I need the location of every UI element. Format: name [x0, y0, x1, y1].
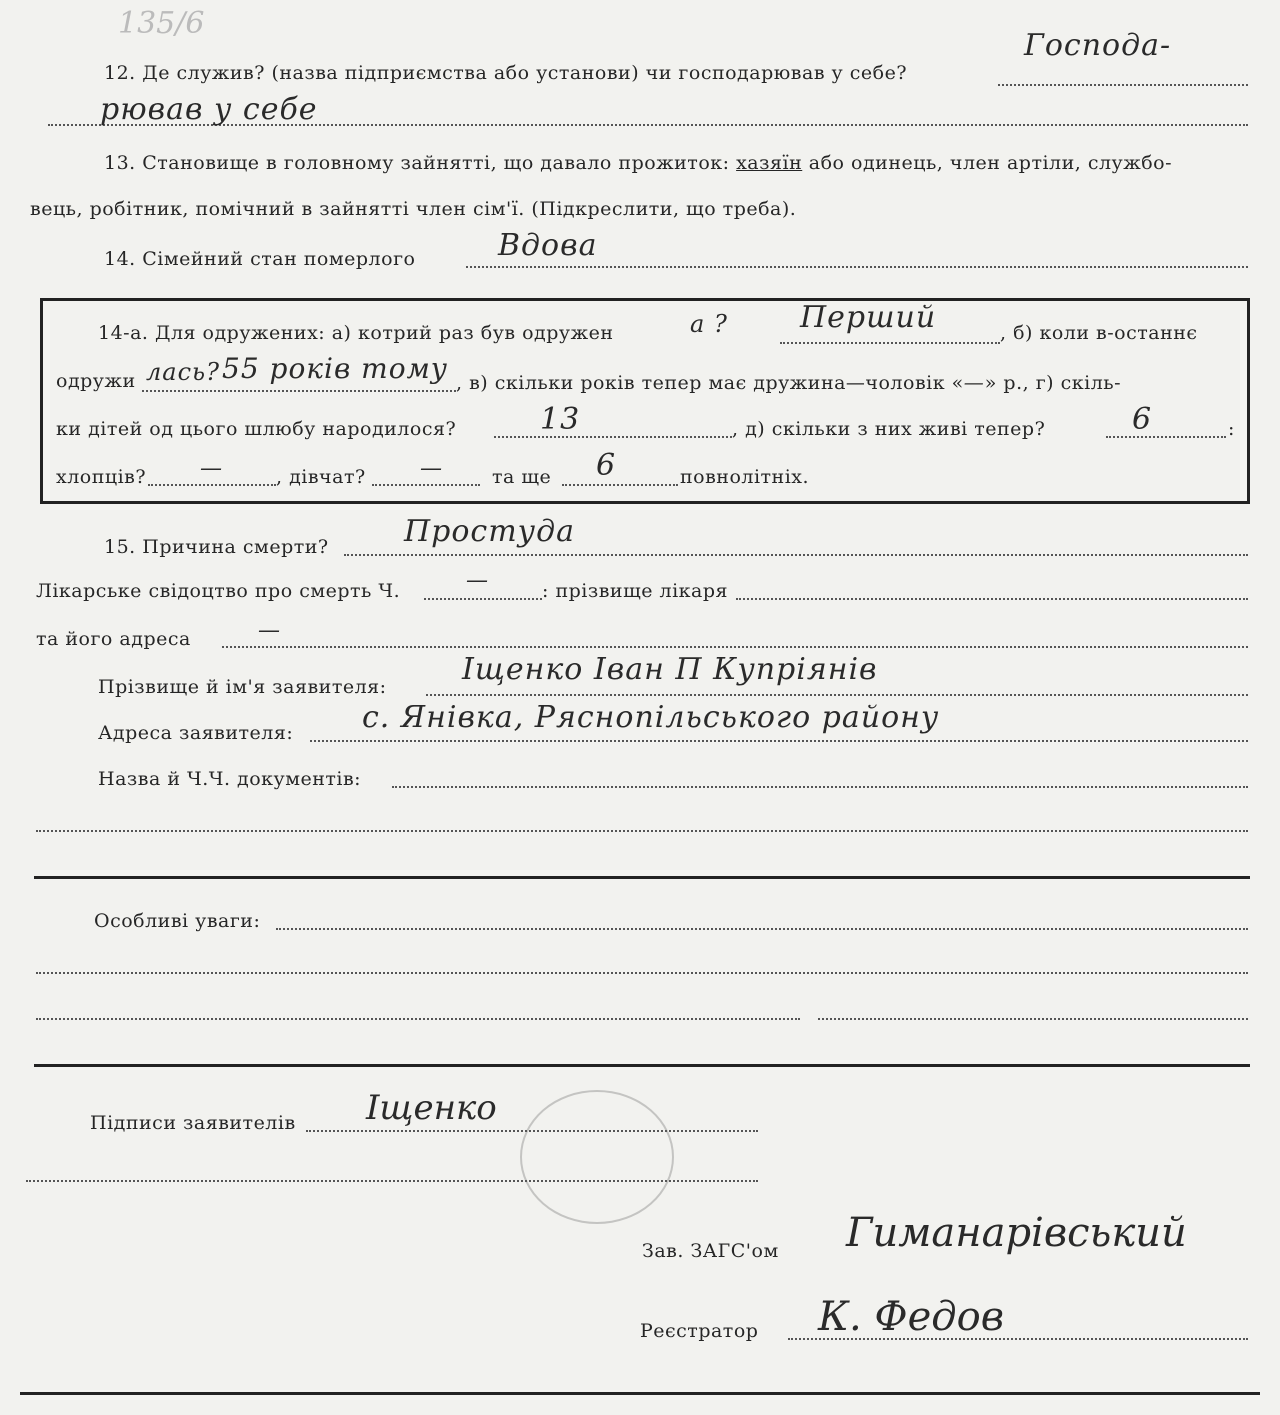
medical-number-line — [424, 598, 542, 600]
q14-answer: Вдова — [498, 228, 598, 263]
q14a-boys-answer: — — [200, 456, 223, 481]
q14a-b-answer: 55 років тому — [222, 352, 449, 385]
q14a-c-suffix: » р., г) скіль- — [984, 372, 1122, 394]
q14a-a-answer: Перший — [800, 300, 937, 335]
q14a-d-answer: 6 — [1132, 402, 1153, 437]
medical-address-line — [222, 646, 1248, 648]
q14a-girls-label: , дівчат? — [276, 466, 366, 488]
q14a-d-line — [1106, 436, 1226, 438]
medical-address-answer: — — [258, 618, 281, 643]
q14a-more-label: та ще — [492, 466, 552, 488]
q14a-b-mid: лась? — [146, 358, 220, 386]
medical-address-label: та його адреса — [36, 628, 191, 650]
q14a-girls-answer: — — [420, 456, 443, 481]
q14a-more-line — [562, 484, 678, 486]
q14a-a-suffix: а ? — [690, 310, 728, 338]
section-rule-2 — [34, 1064, 1250, 1067]
q14a-d-colon: : — [1228, 418, 1235, 440]
q12-line-1 — [998, 84, 1248, 86]
q12-label: 12. Де служив? (назва підприємства або установи) чи господарював у себе? — [104, 62, 908, 84]
q15-label: 15. Причина смерти? — [104, 536, 329, 558]
q13-line-1 — [104, 152, 1172, 174]
head-signature: Гиманарівський — [846, 1210, 1187, 1256]
applicant-name-answer: Іщенко Іван П Купріянів — [462, 652, 878, 687]
bottom-rule — [20, 1392, 1260, 1395]
medical-label: Лікарське свідоцтво про смерть Ч. — [36, 580, 401, 602]
q14-line — [466, 266, 1248, 268]
notes-line-3a — [36, 1018, 800, 1020]
q13-label-2: або одинець, член артіли, службо- — [808, 152, 1173, 174]
section-rule-1 — [34, 876, 1250, 879]
q14a-boys-label: хлопців? — [56, 466, 147, 488]
applicant-address-answer: с. Янівка, Ряснопільського району — [362, 700, 940, 735]
q14a-g-label: ки дітей од цього шлюбу народилося? — [56, 418, 457, 440]
q14a-b-line — [142, 390, 456, 392]
registrar-signature: К. Федов — [818, 1294, 1004, 1340]
applicant-address-line — [310, 740, 1248, 742]
applicant-docs-line-1 — [392, 786, 1248, 788]
notes-label: Особливі уваги: — [94, 910, 261, 932]
q12-answer-1: Господа- — [1024, 28, 1172, 63]
notes-line-1 — [276, 928, 1248, 930]
q14a-girls-line — [372, 484, 480, 486]
notes-line-2 — [36, 972, 1248, 974]
q14a-c-answer: — — [963, 370, 985, 394]
medical-doctor-label: : прізвище лікаря — [542, 580, 729, 602]
applicant-name-label: Прізвище й ім'я заявителя: — [98, 676, 387, 698]
q14a-more-answer: 6 — [596, 448, 617, 483]
applicants-sign-line-2 — [26, 1180, 758, 1182]
applicants-sign-line-1 — [306, 1130, 758, 1132]
q14a-g-answer: 13 — [540, 402, 581, 437]
registrar-label: Реєстратор — [640, 1320, 759, 1342]
q15-line — [344, 554, 1248, 556]
head-label: Зав. ЗАГС'ом — [642, 1240, 779, 1262]
q14a-b-prefix: одружи — [56, 370, 136, 392]
applicant-address-label: Адреса заявителя: — [98, 722, 294, 744]
q15-answer: Простуда — [404, 514, 575, 549]
medical-doctor-line — [736, 598, 1248, 600]
q13-underlined-option: хазяїн — [736, 152, 803, 174]
q14a-d-label: , д) скільки з них живі тепер? — [732, 418, 1046, 440]
q14-label: 14. Сімейний стан померлого — [104, 248, 416, 270]
q14a-adult-label: повнолітніх. — [680, 466, 810, 488]
q14a-b-label: , б) коли в-останнє — [1000, 322, 1198, 344]
medical-number: — — [466, 568, 489, 593]
q12-answer-2: рював у себе — [100, 92, 318, 127]
q14a-c-text: , в) скільки років тепер має дружина—чоловік « — [456, 372, 964, 394]
q14a-g-line — [494, 436, 732, 438]
q13-label-1: 13. Становище в головному зайнятті, що давало прожиток: — [104, 152, 730, 174]
applicant-docs-line-2 — [36, 830, 1248, 832]
q14a-c-label — [456, 370, 1121, 394]
applicant-name-line — [426, 694, 1248, 696]
archive-number: 135/6 — [118, 6, 205, 41]
applicant-docs-label: Назва й Ч.Ч. документів: — [98, 768, 362, 790]
q13-label-3: вець, робітник, помічний в зайнятті член сім'ї. (Підкреслити, що треба). — [30, 198, 797, 220]
applicants-sign-label: Підписи заявителів — [90, 1112, 296, 1134]
applicants-signature: Іщенко — [366, 1088, 497, 1128]
q14a-a-label: 14-а. Для одружених: а) котрий раз був одружен — [98, 322, 614, 344]
q14a-a-line — [780, 342, 1000, 344]
notes-line-3b — [818, 1018, 1248, 1020]
q14a-boys-line — [148, 484, 276, 486]
faded-stamp — [520, 1090, 674, 1224]
